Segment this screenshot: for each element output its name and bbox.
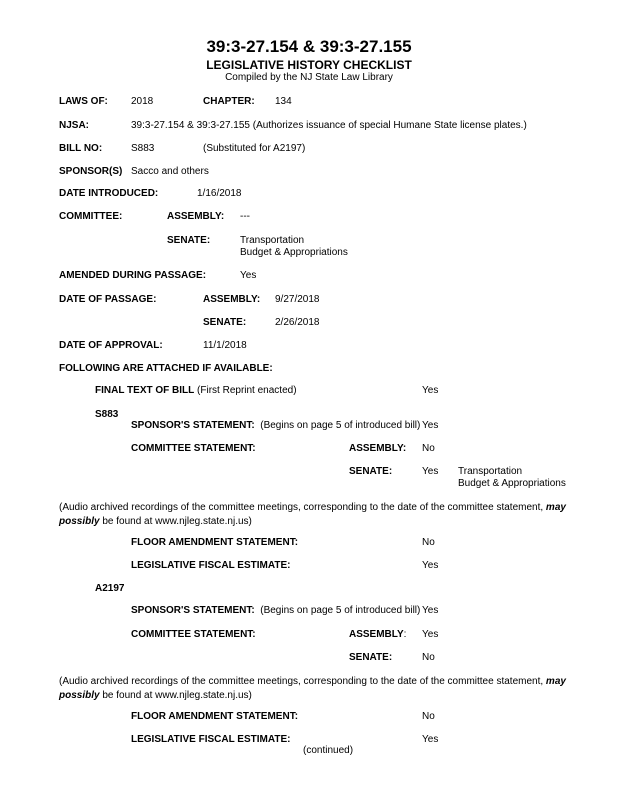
s883-audio-note-text-2: be found at www.njleg.state.nj.us) — [99, 516, 252, 527]
amended-label: AMENDED DURING PASSAGE: — [59, 270, 207, 281]
a2197-audio-note-text-1: (Audio archived recordings of the committee meetings, corresponding to the date of the committee statement, — [59, 676, 546, 687]
final-text-note: (First Reprint enacted) — [197, 385, 297, 396]
s883-fiscal-estimate-label: LEGISLATIVE FISCAL ESTIMATE: — [131, 560, 291, 571]
committee-assembly-label: ASSEMBLY: — [167, 211, 225, 222]
document-subtitle: LEGISLATIVE HISTORY CHECKLIST — [206, 58, 412, 72]
s883-audio-note-text-1: (Audio archived recordings of the committee meetings, corresponding to the date of the committee statement, — [59, 502, 546, 513]
sponsors-value: Sacco and others — [131, 166, 209, 177]
chapter-label: CHAPTER: — [203, 96, 255, 107]
bill-no-label: BILL NO: — [59, 143, 103, 154]
a2197-committee-assembly-label: ASSEMBLY — [349, 629, 404, 640]
bill-no-note: (Substituted for A2197) — [203, 143, 306, 154]
a2197-floor-amendment-label: FLOOR AMENDMENT STATEMENT: — [131, 711, 299, 722]
s883-sponsor-statement-note: (Begins on page 5 of introduced bill) — [260, 420, 421, 431]
committee-label: COMMITTEE: — [59, 211, 123, 222]
a2197-committee-senate-value: No — [422, 652, 435, 663]
date-of-approval-label: DATE OF APPROVAL: — [59, 340, 163, 351]
passage-senate-value: 2/26/2018 — [275, 317, 320, 328]
final-text-label: FINAL TEXT OF BILL — [95, 385, 195, 396]
s883-senate-committee-1: Transportation — [458, 466, 523, 477]
a2197-committee-assembly-colon: : — [403, 629, 407, 640]
s883-floor-amendment-value: No — [422, 537, 435, 548]
date-of-approval-value: 11/1/2018 — [203, 340, 247, 351]
laws-of-value: 2018 — [131, 96, 154, 107]
bill-no-value: S883 — [131, 143, 155, 154]
laws-of-label: LAWS OF: — [59, 96, 108, 107]
s883-floor-amendment-label: FLOOR AMENDMENT STATEMENT: — [131, 537, 299, 548]
attached-heading: FOLLOWING ARE ATTACHED IF AVAILABLE: — [59, 363, 273, 374]
final-text-value: Yes — [422, 385, 439, 396]
s883-audio-note — [59, 501, 604, 529]
a2197-sponsor-statement-row — [131, 605, 420, 617]
compiled-by: Compiled by the NJ State Law Library — [225, 72, 393, 83]
committee-senate-label: SENATE: — [167, 235, 211, 246]
a2197-committee-assembly-row — [349, 629, 406, 641]
a2197-committee-senate-label: SENATE: — [349, 652, 393, 663]
s883-audio-note-emphasis: may possibly — [59, 502, 566, 527]
a2197-sponsor-statement-value: Yes — [422, 605, 439, 616]
date-introduced-value: 1/16/2018 — [197, 188, 242, 199]
a2197-audio-note-text-2: be found at www.njleg.state.nj.us) — [99, 690, 252, 701]
njsa-label: NJSA: — [59, 120, 90, 131]
s883-senate-committee-2: Budget & Appropriations — [458, 478, 566, 489]
a2197-fiscal-estimate-label: LEGISLATIVE FISCAL ESTIMATE: — [131, 734, 291, 745]
committee-senate-value-2: Budget & Appropriations — [240, 247, 348, 258]
a2197-committee-statement-label: COMMITTEE STATEMENT: — [131, 629, 256, 640]
s883-sponsor-statement-label: SPONSOR'S STATEMENT: — [131, 420, 255, 431]
date-of-passage-label: DATE OF PASSAGE: — [59, 294, 157, 305]
passage-senate-label: SENATE: — [203, 317, 247, 328]
continued-note: (continued) — [303, 745, 354, 756]
a2197-sponsor-statement-note: (Begins on page 5 of introduced bill) — [260, 605, 421, 616]
s883-committee-statement-label: COMMITTEE STATEMENT: — [131, 443, 256, 454]
s883-heading: S883 — [95, 409, 119, 420]
committee-senate-value-1: Transportation — [240, 235, 305, 246]
s883-sponsor-statement-row — [131, 420, 420, 432]
s883-sponsor-statement-value: Yes — [422, 420, 439, 431]
s883-committee-senate-label: SENATE: — [349, 466, 393, 477]
njsa-value: 39:3-27.154 & 39:3-27.155 (Authorizes issuance of special Humane State license plates.) — [131, 120, 527, 131]
a2197-heading: A2197 — [95, 583, 125, 594]
s883-committee-assembly-label: ASSEMBLY: — [349, 443, 407, 454]
a2197-sponsor-statement-label: SPONSOR'S STATEMENT: — [131, 605, 255, 616]
committee-assembly-value: --- — [240, 211, 250, 222]
s883-committee-senate-value: Yes — [422, 466, 439, 477]
document-title: 39:3-27.154 & 39:3-27.155 — [206, 37, 412, 56]
a2197-audio-note — [59, 675, 604, 703]
passage-assembly-label: ASSEMBLY: — [203, 294, 261, 305]
chapter-value: 134 — [275, 96, 292, 107]
final-text-row — [95, 385, 297, 397]
a2197-fiscal-estimate-value: Yes — [422, 734, 439, 745]
amended-value: Yes — [240, 270, 257, 281]
s883-committee-assembly-value: No — [422, 443, 435, 454]
a2197-floor-amendment-value: No — [422, 711, 435, 722]
s883-fiscal-estimate-value: Yes — [422, 560, 439, 571]
date-introduced-label: DATE INTRODUCED: — [59, 188, 159, 199]
passage-assembly-value: 9/27/2018 — [275, 294, 320, 305]
a2197-committee-assembly-value: Yes — [422, 629, 439, 640]
sponsors-label: SPONSOR(S) — [59, 166, 123, 177]
a2197-audio-note-emphasis: may possibly — [59, 676, 566, 701]
